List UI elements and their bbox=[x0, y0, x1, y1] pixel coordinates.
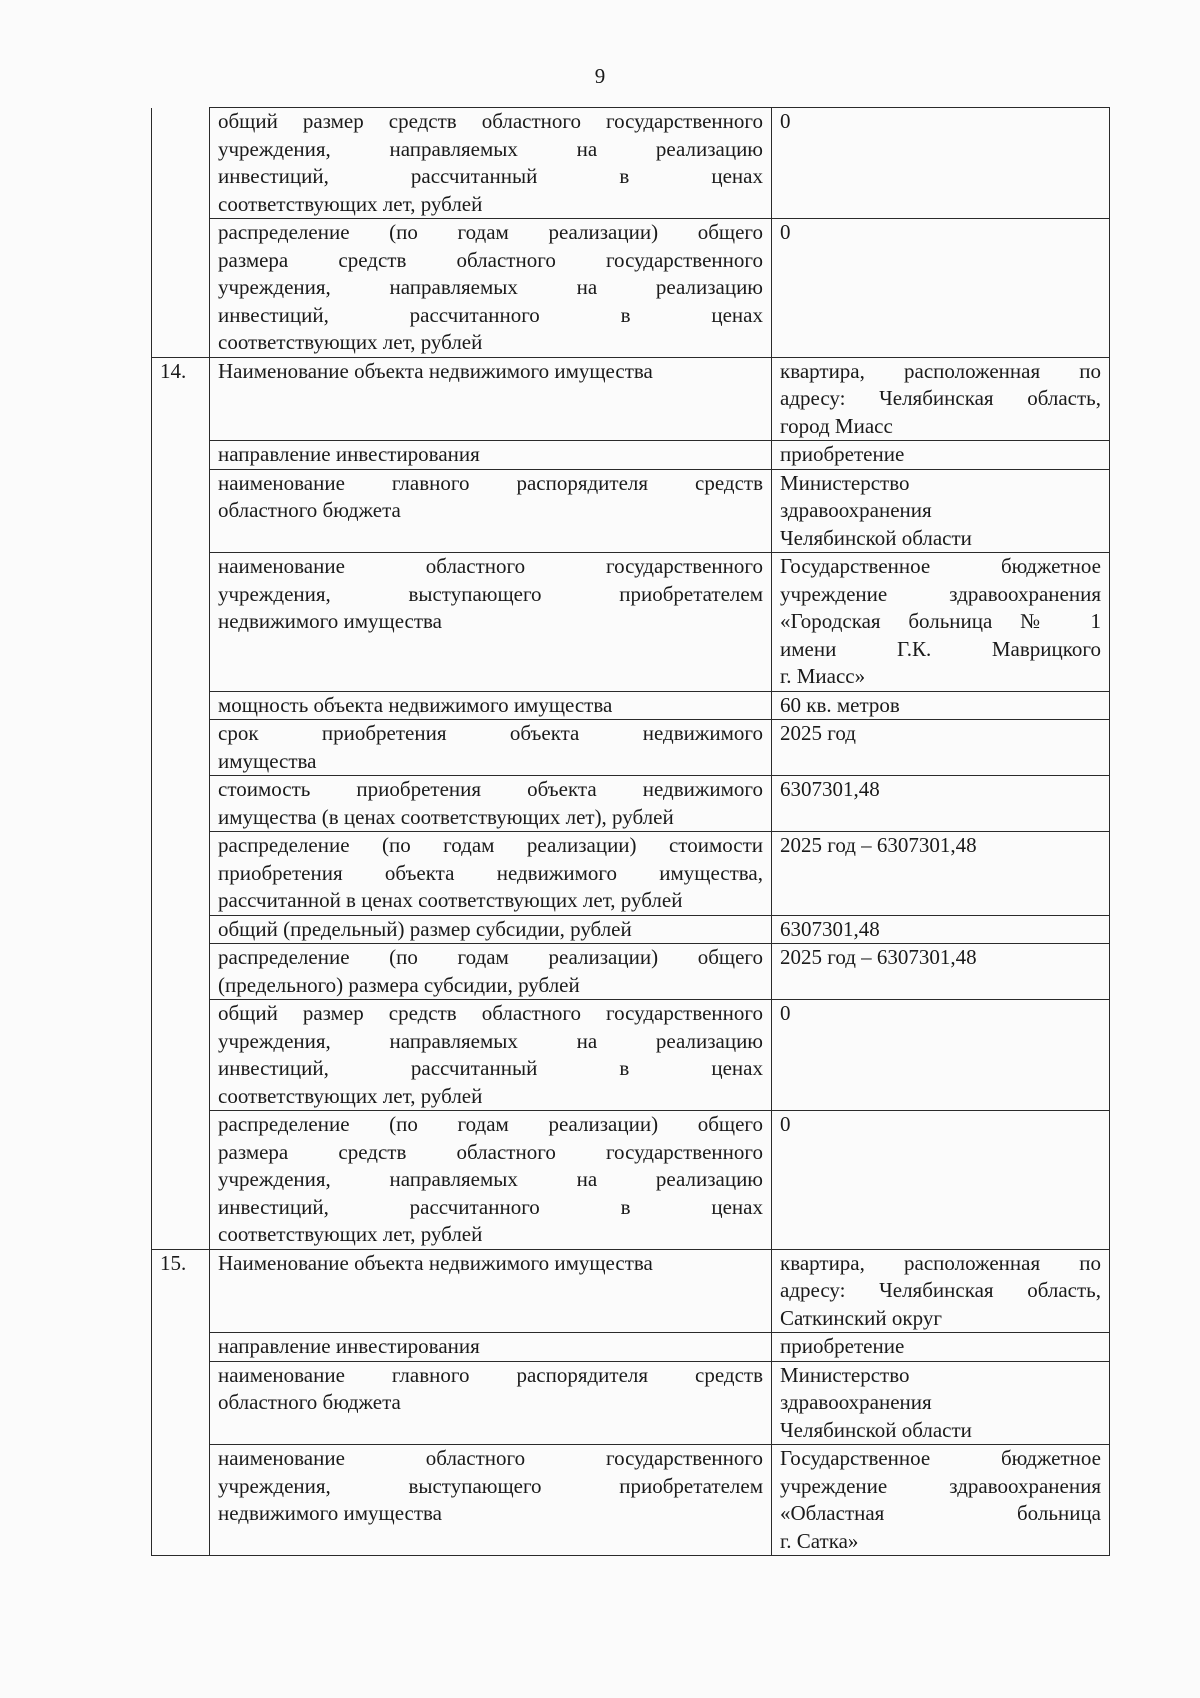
label-line: общий (предельный) размер субсидии, рублей bbox=[218, 916, 632, 941]
label-line: соответствующих лет, рублей bbox=[218, 191, 483, 216]
value-line: Министерство bbox=[780, 470, 910, 495]
row-value bbox=[772, 1445, 1110, 1556]
row-label bbox=[210, 1000, 772, 1111]
table-row bbox=[152, 441, 1110, 470]
table-row bbox=[152, 1445, 1110, 1556]
row-label bbox=[210, 357, 772, 441]
row-value bbox=[772, 553, 1110, 692]
value-line: учреждение здравоохранения bbox=[780, 1473, 1101, 1498]
label-line: соответствующих лет, рублей bbox=[218, 1222, 483, 1246]
row-value bbox=[772, 832, 1110, 916]
label-line: мощность объекта недвижимого имущества bbox=[218, 692, 613, 717]
label-line: имущества (в ценах соответствующих лет), рублей bbox=[218, 804, 674, 829]
label-line: имущества bbox=[218, 748, 317, 773]
investment-table bbox=[151, 107, 1110, 1556]
label-line: рассчитанной в ценах соответствующих лет, рублей bbox=[218, 888, 683, 912]
value-line: г. Миасс» bbox=[780, 664, 866, 688]
value-line: адресу: Челябинская область, bbox=[780, 1278, 1101, 1302]
label-line: наименование областного государственного bbox=[218, 1446, 763, 1470]
value-line: Государственное бюджетное bbox=[780, 554, 1101, 578]
table-row bbox=[152, 832, 1110, 916]
row-label bbox=[210, 441, 772, 470]
row-label bbox=[210, 691, 772, 720]
label-line: направление инвестирования bbox=[218, 1334, 480, 1358]
value-line: г. Сатка» bbox=[780, 1528, 859, 1553]
row-number bbox=[152, 1000, 210, 1111]
row-value bbox=[772, 1249, 1110, 1333]
row-number bbox=[152, 915, 210, 944]
row-label bbox=[210, 832, 772, 916]
table-row bbox=[152, 219, 1110, 358]
row-number: 15. bbox=[152, 1249, 210, 1333]
row-number bbox=[152, 1445, 210, 1556]
row-value bbox=[772, 1111, 1110, 1250]
table-row bbox=[152, 553, 1110, 692]
row-label bbox=[210, 108, 772, 219]
table-row bbox=[152, 1249, 1110, 1333]
row-label bbox=[210, 1111, 772, 1250]
value-line: «Городская больница № 1 bbox=[780, 609, 1101, 633]
row-label bbox=[210, 1361, 772, 1445]
label-line: распределение (по годам реализации) общего bbox=[218, 945, 763, 969]
row-value bbox=[772, 1333, 1110, 1362]
row-value bbox=[772, 944, 1110, 1000]
label-line: распределение (по годам реализации) общего bbox=[218, 220, 763, 244]
table-row bbox=[152, 691, 1110, 720]
value-line: Челябинской области bbox=[780, 525, 972, 550]
row-value bbox=[772, 1000, 1110, 1111]
value-line: Саткинский округ bbox=[780, 1305, 942, 1330]
row-number bbox=[152, 691, 210, 720]
value-line: приобретение bbox=[780, 442, 905, 466]
value-line: 6307301,48 bbox=[780, 777, 880, 801]
label-line: (предельного) размера субсидии, рублей bbox=[218, 972, 580, 997]
label-line: инвестиций, рассчитанного в ценах bbox=[218, 302, 763, 327]
label-line: недвижимого имущества bbox=[218, 1501, 442, 1525]
row-number bbox=[152, 832, 210, 916]
table-row bbox=[152, 1111, 1110, 1250]
row-label bbox=[210, 1249, 772, 1333]
table-row bbox=[152, 1361, 1110, 1445]
label-line: размера средств областного государственного bbox=[218, 247, 763, 272]
value-line: здравоохранения bbox=[780, 498, 932, 522]
value-line: имени Г.К. Маврицкого bbox=[780, 636, 1101, 661]
row-value bbox=[772, 469, 1110, 553]
value-line: город Миасс bbox=[780, 413, 893, 438]
value-line: 6307301,48 bbox=[780, 916, 880, 941]
label-line: стоимость приобретения объекта недвижимого bbox=[218, 777, 763, 801]
value-line: учреждение здравоохранения bbox=[780, 581, 1101, 606]
row-number bbox=[152, 469, 210, 553]
label-line: распределение (по годам реализации) стоимости bbox=[218, 833, 763, 857]
value-line: «Областная больница bbox=[780, 1501, 1101, 1525]
label-line: Наименование объекта недвижимого имущества bbox=[218, 358, 653, 383]
row-value bbox=[772, 357, 1110, 441]
value-line: квартира, расположенная по bbox=[780, 358, 1101, 383]
label-line: наименование главного распорядителя средств bbox=[218, 470, 763, 495]
row-label bbox=[210, 720, 772, 776]
page-number: 9 bbox=[594, 64, 606, 88]
row-value bbox=[772, 776, 1110, 832]
label-line: учреждения, выступающего приобретателем bbox=[218, 1473, 763, 1498]
label-line: размера средств областного государственного bbox=[218, 1139, 763, 1164]
label-line: соответствующих лет, рублей bbox=[218, 330, 483, 354]
row-number bbox=[152, 1333, 210, 1362]
row-label bbox=[210, 219, 772, 358]
row-number bbox=[152, 720, 210, 776]
table-row bbox=[152, 915, 1110, 944]
row-number bbox=[152, 1111, 210, 1250]
label-line: срок приобретения объекта недвижимого bbox=[218, 721, 763, 745]
label-line: инвестиций, рассчитанный в ценах bbox=[218, 164, 763, 188]
row-label bbox=[210, 553, 772, 692]
row-number: 14. bbox=[152, 357, 210, 441]
row-number bbox=[152, 108, 210, 219]
label-line: общий размер средств областного государственного bbox=[218, 1001, 763, 1025]
row-number bbox=[152, 219, 210, 358]
table-row bbox=[152, 469, 1110, 553]
value-line: здравоохранения bbox=[780, 1390, 932, 1414]
label-line: наименование главного распорядителя средств bbox=[218, 1362, 763, 1387]
label-line: наименование областного государственного bbox=[218, 554, 763, 578]
row-label bbox=[210, 469, 772, 553]
row-number bbox=[152, 944, 210, 1000]
value-line: 0 bbox=[780, 1112, 791, 1136]
row-value bbox=[772, 441, 1110, 470]
row-value bbox=[772, 219, 1110, 358]
label-line: приобретения объекта недвижимого имущества, bbox=[218, 860, 763, 885]
row-label bbox=[210, 776, 772, 832]
row-label bbox=[210, 1333, 772, 1362]
label-line: учреждения, направляемых на реализацию bbox=[218, 1028, 763, 1053]
label-line: учреждения, направляемых на реализацию bbox=[218, 1167, 763, 1191]
row-number bbox=[152, 1361, 210, 1445]
label-line: областного бюджета bbox=[218, 498, 401, 522]
table-row bbox=[152, 1333, 1110, 1362]
value-line: 2025 год – 6307301,48 bbox=[780, 833, 977, 857]
table-row bbox=[152, 108, 1110, 219]
value-line: 0 bbox=[780, 1001, 791, 1025]
table-row bbox=[152, 1000, 1110, 1111]
label-line: распределение (по годам реализации) общего bbox=[218, 1112, 763, 1136]
label-line: Наименование объекта недвижимого имущества bbox=[218, 1250, 653, 1275]
value-line: 2025 год – 6307301,48 bbox=[780, 945, 977, 969]
row-value bbox=[772, 915, 1110, 944]
value-line: 0 bbox=[780, 220, 791, 244]
label-line: инвестиций, рассчитанного в ценах bbox=[218, 1194, 763, 1219]
table-body bbox=[152, 108, 1110, 1556]
value-line: Челябинской области bbox=[780, 1417, 972, 1442]
value-line: Государственное бюджетное bbox=[780, 1446, 1101, 1470]
label-line: соответствующих лет, рублей bbox=[218, 1083, 483, 1108]
label-line: направление инвестирования bbox=[218, 442, 480, 466]
value-line: 0 bbox=[780, 109, 791, 133]
label-line: инвестиций, рассчитанный в ценах bbox=[218, 1056, 763, 1080]
value-line: 60 кв. метров bbox=[780, 692, 900, 717]
label-line: недвижимого имущества bbox=[218, 609, 442, 633]
row-label bbox=[210, 915, 772, 944]
row-label bbox=[210, 944, 772, 1000]
value-line: адресу: Челябинская область, bbox=[780, 386, 1101, 410]
row-value bbox=[772, 720, 1110, 776]
row-value bbox=[772, 108, 1110, 219]
row-number bbox=[152, 441, 210, 470]
value-line: квартира, расположенная по bbox=[780, 1250, 1101, 1275]
table-row bbox=[152, 357, 1110, 441]
table-row bbox=[152, 720, 1110, 776]
label-line: учреждения, направляемых на реализацию bbox=[218, 136, 763, 161]
row-number bbox=[152, 776, 210, 832]
value-line: 2025 год bbox=[780, 721, 856, 745]
row-number bbox=[152, 553, 210, 692]
value-line: Министерство bbox=[780, 1362, 910, 1387]
row-label bbox=[210, 1445, 772, 1556]
value-line: приобретение bbox=[780, 1334, 905, 1358]
table-row bbox=[152, 776, 1110, 832]
label-line: областного бюджета bbox=[218, 1390, 401, 1414]
row-value bbox=[772, 691, 1110, 720]
label-line: учреждения, направляемых на реализацию bbox=[218, 275, 763, 299]
label-line: общий размер средств областного государственного bbox=[218, 109, 763, 133]
table-row bbox=[152, 944, 1110, 1000]
label-line: учреждения, выступающего приобретателем bbox=[218, 581, 763, 606]
row-value bbox=[772, 1361, 1110, 1445]
